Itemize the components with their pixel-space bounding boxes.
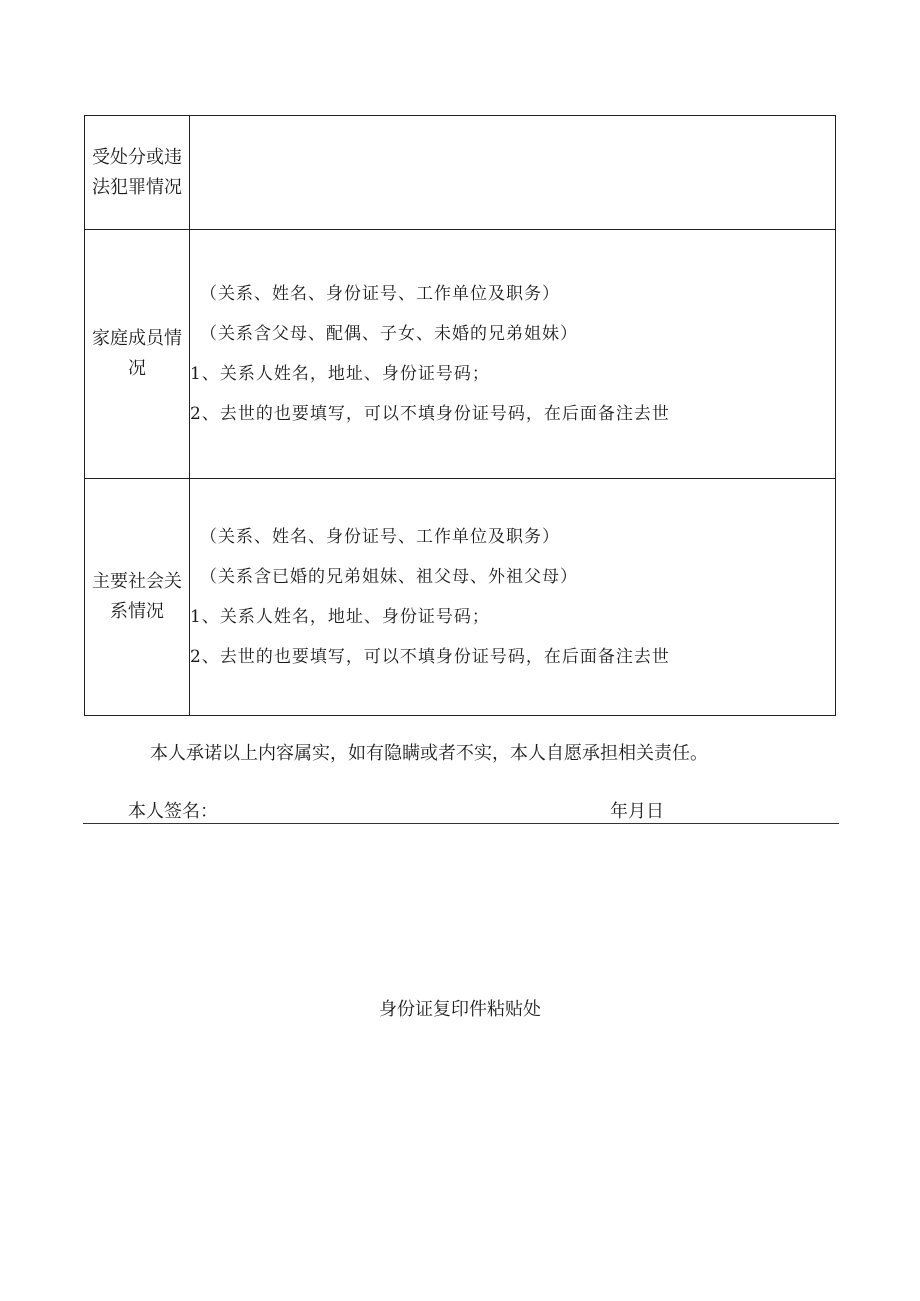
personal-info-form-table	[84, 115, 836, 716]
social-relations-label: 主要社会关系情况	[85, 479, 190, 716]
family-members-row	[85, 230, 836, 479]
family-hint-fields: （关系、姓名、身份证号、工作单位及职务）	[200, 284, 560, 304]
date-label: 年月日	[610, 801, 664, 822]
social-instruction-2: 2、去世的也要填写，可以不填身份证号码，在后面备注去世	[190, 647, 670, 667]
social-hint-fields: （关系、姓名、身份证号、工作单位及职务）	[200, 527, 560, 547]
disciplinary-record-row	[85, 116, 836, 230]
disciplinary-record-field[interactable]	[190, 116, 836, 230]
pledge-statement: 本人承诺以上内容属实，如有隐瞒或者不实，本人自愿承担相关责任。	[150, 743, 708, 764]
social-instruction-1: 1、关系人姓名，地址、身份证号码；	[190, 607, 490, 627]
social-hint-scope: （关系含已婚的兄弟姐妹、祖父母、外祖父母）	[200, 567, 578, 587]
family-instruction-1: 1、关系人姓名，地址、身份证号码；	[190, 364, 490, 384]
social-relations-field[interactable]	[190, 479, 836, 716]
family-hint-scope: （关系含父母、配偶、子女、未婚的兄弟姐妹）	[200, 324, 578, 344]
disciplinary-record-label: 受处分或违法犯罪情况	[85, 116, 190, 230]
id-copy-paste-area-label: 身份证复印件粘贴处	[379, 999, 541, 1020]
signature-label: 本人签名：	[128, 801, 218, 822]
social-relations-row	[85, 479, 836, 716]
family-members-field[interactable]	[190, 230, 836, 479]
family-members-label: 家庭成员情况	[85, 230, 190, 479]
signature-line[interactable]	[83, 823, 839, 824]
family-instruction-2: 2、去世的也要填写，可以不填身份证号码，在后面备注去世	[190, 404, 670, 424]
